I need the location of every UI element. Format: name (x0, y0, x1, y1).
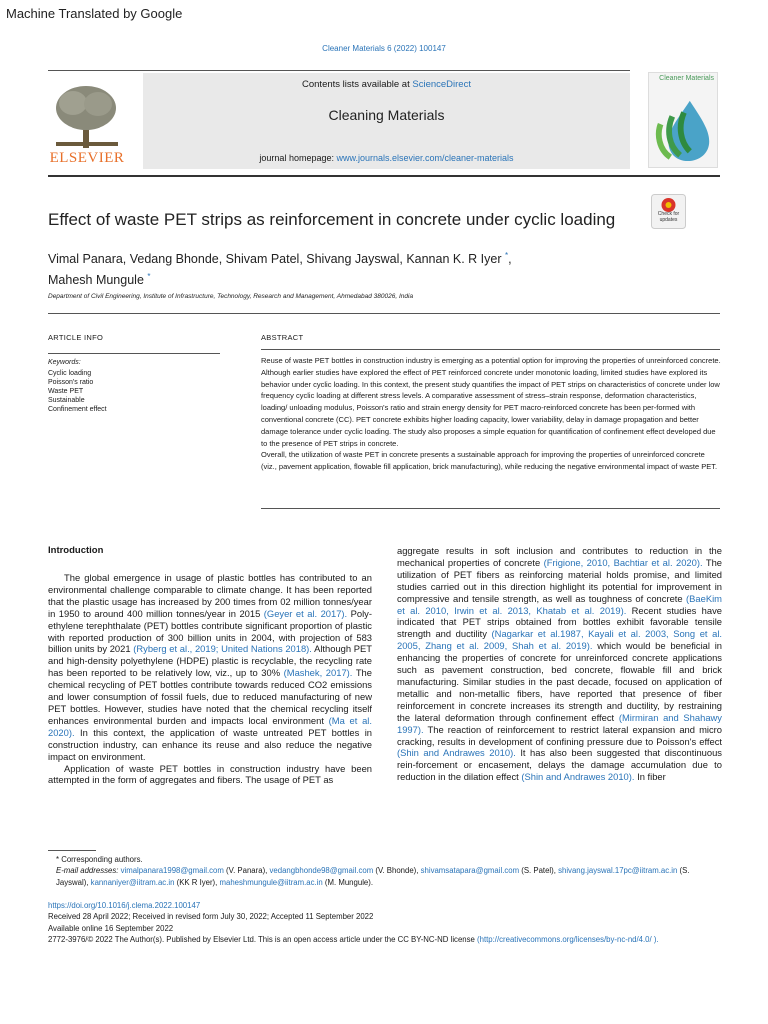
authors-comma: , (508, 252, 512, 267)
citation-link[interactable]: (Nagarkar et al.1987, Kayali et al. 2003, Song et al. 2005, Zhang et al. 2009, Shah et al. 2019). (397, 628, 723, 652)
email-owner: (V. Bhonde), (373, 866, 421, 876)
abstract-bottom-rule (261, 508, 720, 509)
citation-link[interactable]: (Frigione, 2010, Bachtiar et al. 2020). (543, 556, 703, 568)
affiliation: Department of Civil Engineering, Institute of Infrastructure, Technology, Research and Management, Ahmedabad 380026, India (48, 293, 414, 300)
citation-link[interactable]: (Ryberg et al., 2019; United Nations 2018). (133, 643, 312, 655)
text-run: Recent studies have indicated that PET strips obtained from bottles exhibit favorable tensile strength and ductility (397, 604, 722, 640)
email-owner: (V. Panara), (223, 866, 270, 876)
text-run: which would be beneficial in enhancing the properties of concrete for unreinforced concrete applications such as pavement construction, bed concrete, flowable fill and brick manufacturing. Similar studies in the past decade, focused on application of metallic and non-metallic fibers, have reported that presence of fiber reinforcement in concrete increases its strength and ductility, by restraining the lateral deformation through confinement effect (397, 640, 722, 723)
article-info-label: ARTICLE INFO (48, 333, 104, 342)
available-online: Available online 16 September 2022 (48, 923, 174, 933)
email-note (48, 865, 720, 888)
corresponding-mark[interactable]: * (505, 251, 509, 260)
contents-prefix: Contents lists available at (302, 79, 413, 90)
header-bottom-rule (48, 175, 720, 177)
translation-banner: Machine Translated by Google (6, 6, 183, 21)
citation-link[interactable]: (Mirmiran and Shahawy 1997). (397, 711, 722, 735)
citation-link[interactable]: (Mashek, 2017). (283, 667, 353, 679)
cover-title: Cleaner Materials (659, 75, 714, 82)
body-paragraph (397, 545, 722, 783)
abstract-label: ABSTRACT (261, 333, 304, 342)
article-title: Effect of waste PET strips as reinforcement in concrete under cyclic loading (48, 210, 616, 229)
left-column (48, 572, 372, 786)
homepage-link[interactable]: www.journals.elsevier.com/cleaner-materials (336, 153, 514, 163)
email-owner: (M. Mungule). (322, 877, 374, 887)
footnote-rule (48, 850, 96, 851)
corresponding-mark[interactable]: * (147, 272, 151, 282)
corresponding-note: * Corresponding authors. (56, 855, 143, 864)
authors-line-1: Vimal Panara, Vedang Bhonde, Shivam Patel, Shivang Jayswal, Kannan K. R Iyer (48, 252, 502, 267)
citation-link[interactable]: (Ma et al. 2020). (48, 714, 372, 738)
contents-line (143, 79, 630, 90)
journal-homepage-line (143, 153, 630, 163)
publication-info (48, 900, 720, 946)
journal-reference[interactable]: Cleaner Materials 6 (2022) 100147 (322, 44, 446, 53)
introduction-heading: Introduction (48, 545, 104, 556)
homepage-prefix: journal homepage: (259, 153, 337, 163)
check-for-updates-label: Check for updates (657, 211, 680, 223)
email-owner: (S. Patel), (519, 866, 559, 876)
keyword: Confinement effect (48, 406, 107, 413)
keyword: Cyclic loading (48, 370, 92, 377)
abstract-paragraph: Reuse of waste PET bottles in construction industry is emerging as a potential option for improving the properties of unreinforced concrete. Although earlier studies have explored the effect of PET reinforced concrete under monotonic loading, limited studies have explored its behavior under cyclic loading. In this context, the present study quantifies the impact of PET strips on characteristics of concrete under low frequency cyclic loading at different stress levels. A comparative assessment of stress–strain response, deformation characteristics, loading/ unloading modulus, Poisson's ratio and strain energy density for PET macro-reinforced concrete has been per-formed with conventional concrete (CC). PET concrete exhibits higher loading capacity, lower variability, delay in damage propagation and better damage tolerance under cyclic loading. The study also proposes a simple equation for quantification of confinement effect developed due to the presence of PET strips in concrete. (261, 356, 721, 448)
email-link[interactable]: shivamsatapara@gmail.com (420, 866, 520, 876)
citation-link[interactable]: (BaeKim et al. 2010, Irwin et al. 2013, Khatab et al. 2019). (397, 592, 722, 616)
text-run: Although PET and high-density polyethylene (HDPE) plastic is recyclable, the recycling rate has been reported to be relatively low, viz., up to 30% (48, 643, 373, 679)
email-link[interactable]: kannaniyer@iitram.ac.in (90, 877, 175, 887)
keyword: Sustainable (48, 397, 85, 404)
text-run: The chemical recycling of PET bottles contribute towards reduced CO2 emissions and lower consumption of fossil fuels, due to reduced manufacturing of new PET bottles. However, studies have noted that the chemical recycling itself enhances environmental burden and impacts local environment (48, 667, 372, 726)
body-paragraph: Application of waste PET bottles in construction industry have been attempted in the form of aggregates and fibers. The usage of PET as (48, 762, 372, 786)
authors-line-2: Mahesh Mungule (48, 273, 144, 288)
article-info-rule (48, 353, 220, 354)
citation-link[interactable]: (Shin and Andrawes 2010). (397, 747, 516, 759)
keywords-label: Keywords: (48, 359, 81, 366)
text-run: The global emergence in usage of plastic bottles has contributed to an environmental challenge comparable to climate change. It has been reported that the plastic usage has increased by 200 times from 02 million tonnes/year in 1950 to around 400 million tonnes/year in 2015 (48, 572, 372, 619)
header-top-rule (48, 70, 630, 71)
license-text: 2772-3976/© 2022 The Author(s). Published by Elsevier Ltd. This is an open access article under the CC BY-NC-ND license (48, 935, 478, 945)
email-link[interactable]: shivang.jayswal.17pc@iitram.ac.in (558, 866, 678, 876)
keywords-list (48, 369, 107, 414)
text-run: In fiber (634, 771, 666, 783)
text-run: Poly-ethylene terephthalate (PET) bottles contribute significant proportion of plastic with reported production of 300 billion units in 2004, with projection of 583 billion units by 2021 (48, 607, 372, 655)
abstract-paragraph: Overall, the utilization of waste PET in concrete presents a sustainable approach for improving the properties of unreinforced concrete (viz., pavement application, flowable fill application, brick manufacturing), while reducing the negative environmental impact of waste PET. (261, 450, 718, 472)
footnotes (48, 854, 720, 888)
email-link[interactable]: vedangbhonde98@gmail.com (269, 866, 374, 876)
text-run: The reaction of reinforcement to restrict lateral expansion and micro cracking, results in development of confining pressure due to Poisson's effect (397, 723, 722, 747)
affiliation-rule (48, 313, 720, 314)
keyword: Poisson's ratio (48, 379, 94, 386)
elsevier-wordmark: ELSEVIER (49, 150, 125, 166)
cover-drop-icon (652, 95, 712, 163)
journal-title: Cleaning Materials (328, 107, 445, 123)
license-line (48, 934, 720, 945)
email-link[interactable]: maheshmungule@iitram.ac.in (219, 877, 323, 887)
abstract-rule (261, 349, 720, 350)
text-run: The utilization of PET fibers as reinforcing material holds promise, and limited studies carried out in this direction highlight its potential for improvement in compressive and tensile strength, as well as toughness of concrete (397, 556, 722, 604)
citation-link[interactable]: (Geyer et al. 2017). (263, 607, 348, 619)
email-link[interactable]: vimalpanara1998@gmail.com (120, 866, 224, 876)
email-owner: (KK R Iyer), (174, 877, 220, 887)
abstract-text (261, 355, 721, 473)
right-column (397, 545, 722, 783)
body-paragraph (48, 572, 372, 763)
license-link[interactable]: (http://creativecommons.org/licenses/by-nc-nd/4.0/ ). (477, 935, 659, 945)
email-owner: (S. Jayswal), (56, 866, 690, 887)
citation-link[interactable]: (Shin and Andrawes 2010). (521, 771, 635, 783)
author-list (48, 247, 648, 289)
doi-link[interactable]: https://doi.org/10.1016/j.clema.2022.100147 (48, 901, 201, 910)
text-run: In this context, the application of waste untreated PET bottles in construction industry, can enhance its reuse and also reduce the negative impact on environment. (48, 726, 372, 762)
text-run: aggregate results in soft inclusion and contributes to reduction in the mechanical properties of concrete (397, 545, 722, 568)
keyword: Waste PET (48, 388, 84, 395)
text-run: It has also been suggested that discontinuous rein-forcement or encasement, delays the damage accumulation due to reduction in the dilation effect (397, 747, 722, 783)
received-dates: Received 28 April 2022; Received in revised form July 30, 2022; Accepted 11 September 2022 (48, 912, 374, 922)
email-label: E-mail addresses: (56, 866, 121, 876)
sciencedirect-link[interactable]: ScienceDirect (412, 79, 471, 90)
